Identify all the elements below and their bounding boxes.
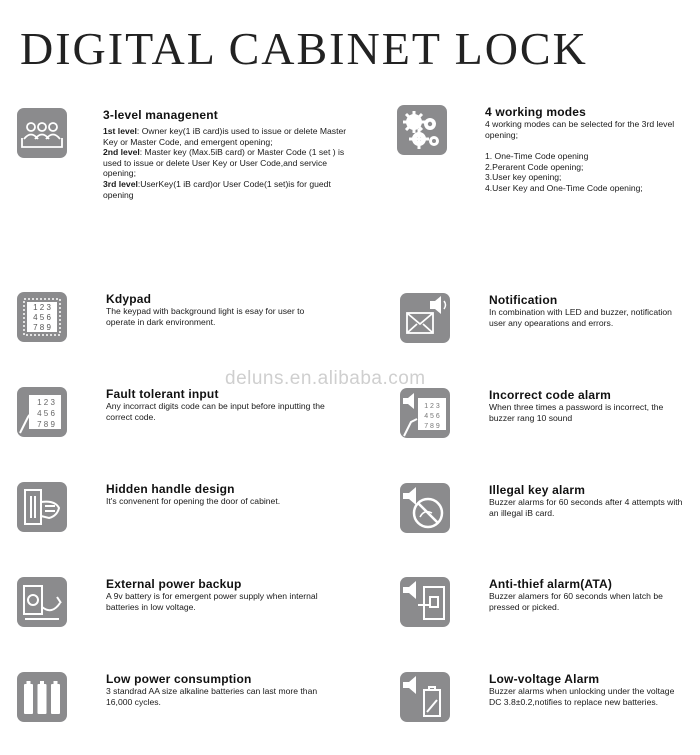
gears-icon <box>397 105 447 155</box>
feature-title: Kdypad <box>106 292 152 306</box>
keypad-icon <box>17 292 67 342</box>
level-1-text: 1st level: Owner key(1 iB card)is used to issue or delete Master Key or Master Code, and emergent opening; <box>103 126 347 147</box>
feature-desc: A 9v battery is for emergent power supply when internal batteries in low voltage. <box>106 591 318 612</box>
feature-desc: Any incorract digits code can be input before inputting the correct code. <box>106 401 325 422</box>
feature-title: Fault tolerant input <box>106 387 219 401</box>
feature-desc: Buzzer alamers for 60 seconds when latch be pressed or picked. <box>489 591 663 612</box>
feature-title: Hidden handle design <box>106 482 235 496</box>
feature-title: Low-voltage Alarm <box>489 672 600 686</box>
feature-title: 3-level managenent <box>103 108 218 122</box>
feature-desc: The keypad with background light is esay for user to operate in dark environment. <box>106 306 305 327</box>
mode-item: 4.User Key and One-Time Code opening; <box>485 182 643 193</box>
feature-desc: Buzzer alarms for 60 seconds after 4 attempts with an illegal iB card. <box>489 497 683 518</box>
feature-desc: It's convenent for opening the door of cabinet. <box>106 496 281 506</box>
speaker-forbidden-icon <box>400 483 450 533</box>
feature-title: Illegal key alarm <box>489 483 586 497</box>
watermark: deluns.en.alibaba.com <box>225 368 426 389</box>
feature-title: 4 working modes <box>485 105 587 119</box>
svg-text:7 8 9: 7 8 9 <box>33 323 51 332</box>
svg-text:1 2 3: 1 2 3 <box>37 398 55 407</box>
feature-desc: When three times a password is incorrect, the buzzer rang 10 sound <box>489 402 664 423</box>
mode-item: 1. One-Time Code opening <box>485 151 589 162</box>
modes-intro: 4 working modes can be selected for the 3rd level opening; <box>485 119 675 140</box>
speaker-battery-icon <box>400 672 450 722</box>
battery-plug-icon <box>17 577 67 627</box>
feature-desc: In combination with LED and buzzer, notification user any opearations and errors. <box>489 307 672 328</box>
svg-text:7 8 9: 7 8 9 <box>424 423 440 430</box>
svg-text:4 5 6: 4 5 6 <box>424 413 440 420</box>
batteries-icon <box>17 672 67 722</box>
speaker-latch-icon <box>400 577 450 627</box>
feature-title: Incorrect code alarm <box>489 388 612 402</box>
hand-keypad-icon <box>17 387 67 437</box>
level-2-text: 2nd level: Master key (Max.5iB card) or Master Code (1 set ) is used to issue or delete User Key or User Code,and service opening; <box>103 147 345 179</box>
hand-handle-icon <box>17 482 67 532</box>
level-3-text: 3rd level:UserKey(1 iB card)or User Code(1 set)is for guedt opening <box>103 178 331 200</box>
svg-text:4 5 6: 4 5 6 <box>37 409 55 418</box>
svg-text:4 5 6: 4 5 6 <box>33 313 51 322</box>
svg-text:1 2 3: 1 2 3 <box>33 303 51 312</box>
feature-title: External power backup <box>106 577 242 591</box>
feature-desc: 3 standrad AA size alkaline batteries can last more than 16,000 cycles. <box>106 686 318 707</box>
feature-desc: Buzzer alarms when unlocking under the voltage DC 3.8±0.2,notifies to replace new batteries. <box>489 686 675 707</box>
feature-title: Low power consumption <box>106 672 252 686</box>
feature-title: Notification <box>489 293 558 307</box>
mode-item: 3.User key opening; <box>485 172 562 183</box>
users-icon <box>17 108 67 158</box>
feature-title: Anti-thief alarm(ATA) <box>489 577 613 591</box>
page-title: DIGITAL CABINET LOCK <box>20 23 588 74</box>
mode-item: 2.Perarent Code opening; <box>485 161 584 172</box>
envelope-speaker-icon <box>400 293 450 343</box>
svg-text:7 8 9: 7 8 9 <box>37 420 55 429</box>
alarm-keypad-icon <box>400 388 450 438</box>
svg-text:1 2 3: 1 2 3 <box>424 403 440 410</box>
